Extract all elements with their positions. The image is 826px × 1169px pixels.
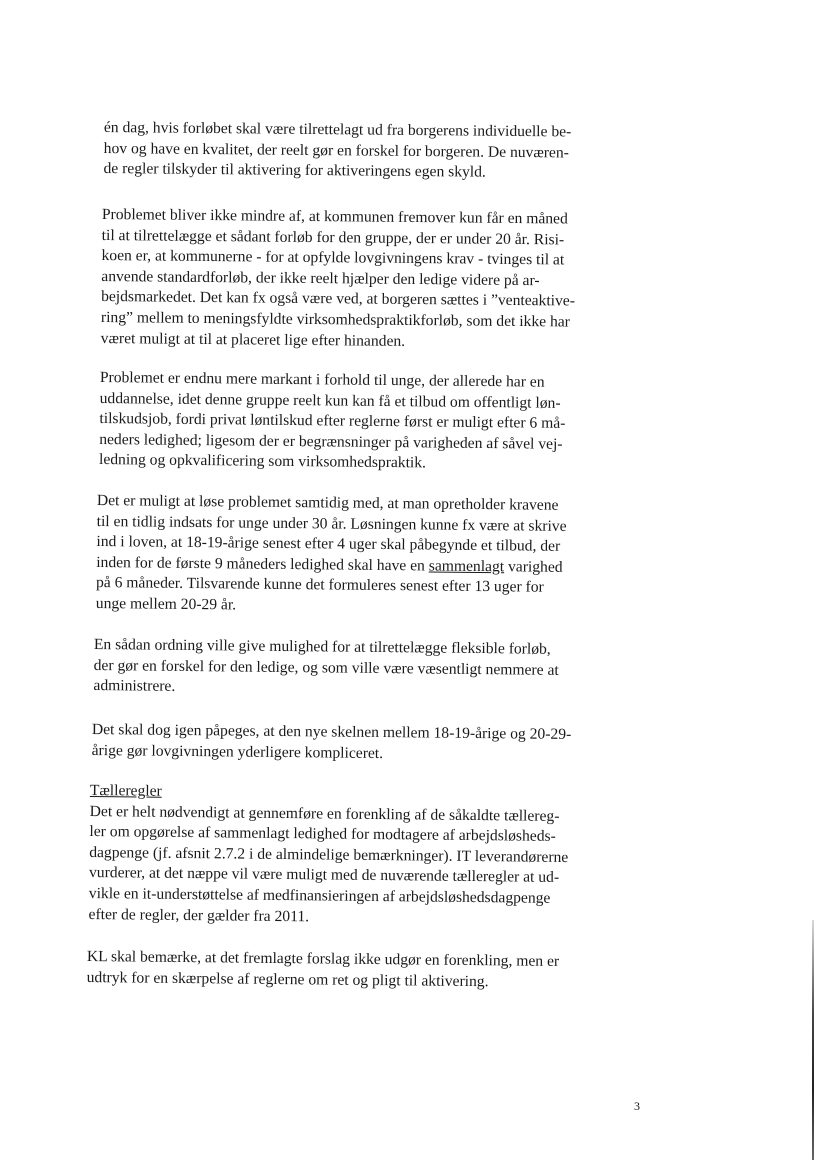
text-line: efter de regler, der gælder fra 2011.	[88, 905, 310, 925]
paragraph-3	[99, 368, 566, 476]
text-line: vikle en it-understøttelse af medfinansieringen af arbejdsløshedsdagpenge	[88, 884, 551, 907]
text-line: til at tilrettelægge et sådant forløb for den gruppe, der er under 20 år. Risi-	[101, 226, 565, 249]
paragraph-8	[87, 947, 560, 993]
text-line: udtryk for en skærpelse af reglerne om ret og pligt til aktivering.	[86, 968, 489, 990]
text-line: til en tidlig indsats for unge under 30 år. Løsningen kunne fx være at skrive	[96, 512, 567, 535]
text-line: Problemet bliver ikke mindre af, at kommunen fremover kun får en måned	[101, 205, 568, 228]
text-fragment: varighed	[504, 558, 563, 576]
text-line: unge mellem 20-29 år.	[95, 594, 237, 614]
underlined-word: sammenlagt	[428, 557, 505, 576]
text-line: administrere.	[93, 677, 176, 696]
text-line: årige gør lovgivningen yderligere kompliceret.	[91, 741, 384, 762]
scan-edge-artifact	[812, 920, 814, 1160]
text-line: ind i loven, at 18-19-årige senest efter 4 uger skal påbegynde et tilbud, der	[96, 533, 561, 556]
page-number: 3	[634, 1099, 640, 1113]
text-line: En sådan ordning ville give mulighed for at tilrettelægge fleksible forløb,	[93, 635, 551, 658]
text-line: hov og have en kvalitet, der reelt gør en forskel for borgeren. De nuværen-	[103, 139, 569, 162]
text-line: dagpenge (jf. afsnit 2.7.2 i de almindelige bemærkninger). IT leverandørerne	[89, 843, 569, 866]
text-line: på 6 måneder. Tilsvarende kunne det formuleres senest efter 13 uger for	[95, 574, 544, 597]
paragraph-6	[92, 720, 572, 766]
text-line: der gør en forskel for den ledige, og som ville være væsentligt nemmere at	[93, 656, 559, 679]
text-line: været muligt at til at placeret lige efter hinanden.	[100, 329, 406, 350]
paragraph-4	[96, 491, 567, 619]
text-line: de regler tilskyder til aktivering for aktiveringens egen skyld.	[103, 160, 486, 181]
paragraph-2	[101, 205, 576, 354]
text-line: ledning og opkvalificering som virksomhedspraktik.	[98, 451, 427, 472]
text-line: én dag, hvis forløbet skal være tilrettelagt ud fra borgerens individuelle be-	[103, 118, 572, 141]
text-line: Problemet er endnu mere markant i forhold til unge, der allerede har en	[99, 368, 545, 391]
text-line: tilskudsjob, fordi privat løntilskud efter reglerne først er muligt efter 6 må-	[99, 410, 566, 433]
text-line: vurderer, at det næppe vil være muligt med de nuværende tælleregler at ud-	[88, 864, 560, 887]
text-line: koen er, at kommunerne - for at opfylde lovgivningens krav - tvinges til at	[101, 247, 565, 269]
text-line: Det er helt nødvendigt at gennemføre en forenkling af de såkaldte tællereg-	[89, 802, 560, 825]
section-heading: Tælleregler	[89, 781, 162, 800]
text-line: bejdsmarkedet. Det kan fx også være ved, at borgeren sættes i ”venteaktive-	[101, 288, 576, 310]
text-line: anvende standardforløb, der ikke reelt hjælper den ledige videre på ar-	[101, 267, 540, 289]
paragraph-1	[103, 118, 571, 184]
text-line: Det skal dog igen påpeges, at den nye skelnen mellem 18-19-årige og 20-29-	[91, 720, 572, 744]
text-line: KL skal bemærke, at det fremlagte forslag ikke udgør en forenkling, men er	[86, 947, 560, 970]
text-line: Det er muligt at løse problemet samtidig med, at man opretholder kravene	[96, 491, 559, 514]
text-line: ring” mellem to meningsfyldte virksomhedspraktikforløb, som det ikke har	[100, 308, 570, 331]
text-line: uddannelse, idet denne gruppe reelt kun kan få et tilbud om offentligt løn-	[99, 389, 561, 412]
text-line: ler om opgørelse af sammenlagt ledighed for modtagere af arbejdsløsheds-	[89, 823, 556, 846]
text-line: neders ledighed; ligesom der er begrænsninger på varigheden af såvel vej-	[99, 430, 563, 453]
paragraph-5	[93, 635, 559, 702]
text-fragment: inden for de første 9 måneders ledighed skal have en	[96, 553, 425, 575]
paragraph-7	[88, 781, 569, 930]
